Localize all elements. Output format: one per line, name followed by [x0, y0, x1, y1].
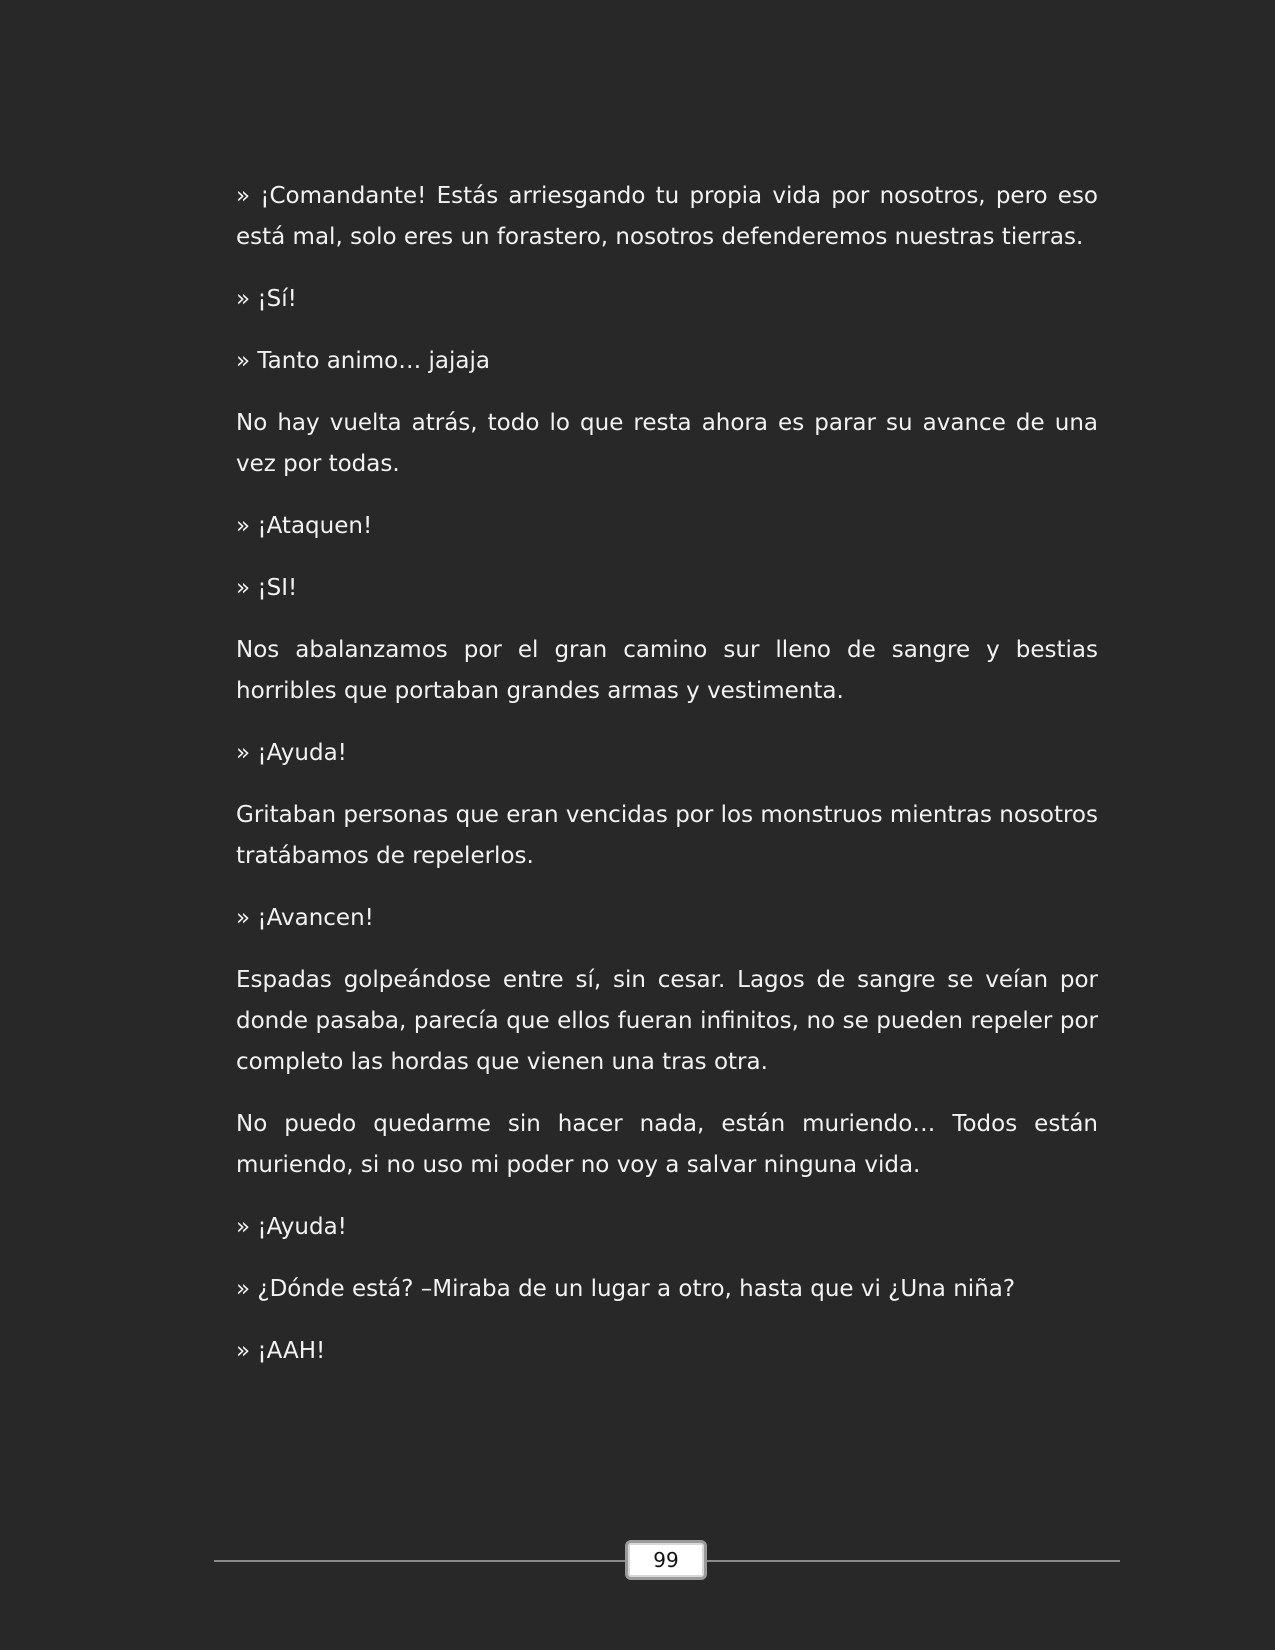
paragraph: No hay vuelta atrás, todo lo que resta ahora es parar su avance de una vez por todas.	[236, 410, 1098, 477]
page-body	[236, 176, 1098, 1393]
paragraph: Gritaban personas que eran vencidas por los monstruos mientras nosotros tratábamos de repelerlos.	[236, 802, 1098, 869]
paragraph: No puedo quedarme sin hacer nada, están muriendo… Todos están muriendo, si no uso mi poder no voy a salvar ninguna vida.	[236, 1111, 1098, 1178]
paragraph: » ¡SI!	[236, 575, 298, 601]
paragraph: » ¡Comandante! Estás arriesgando tu propia vida por nosotros, pero eso está mal, solo eres un forastero, nosotros defenderemos nuestras tierras.	[236, 183, 1098, 250]
paragraph: » Tanto animo… jajaja	[236, 348, 490, 374]
paragraph: » ¡Ayuda!	[236, 1214, 347, 1240]
paragraph: » ¡Ataquen!	[236, 513, 373, 539]
paragraph: Espadas golpeándose entre sí, sin cesar. Lagos de sangre se veían por donde pasaba, parecía que ellos fueran infinitos, no se pueden repeler por completo las hordas que vienen una tras otra.	[236, 967, 1098, 1075]
paragraph: » ¡AAH!	[236, 1338, 326, 1364]
paragraph: » ¿Dónde está? –Miraba de un lugar a otro, hasta que vi ¿Una niña?	[236, 1276, 1016, 1302]
paragraph: Nos abalanzamos por el gran camino sur lleno de sangre y bestias horribles que portaban grandes armas y vestimenta.	[236, 637, 1098, 704]
page-number: 99	[625, 1540, 707, 1580]
paragraph: » ¡Sí!	[236, 286, 297, 312]
paragraph: » ¡Avancen!	[236, 905, 374, 931]
paragraph: » ¡Ayuda!	[236, 740, 347, 766]
